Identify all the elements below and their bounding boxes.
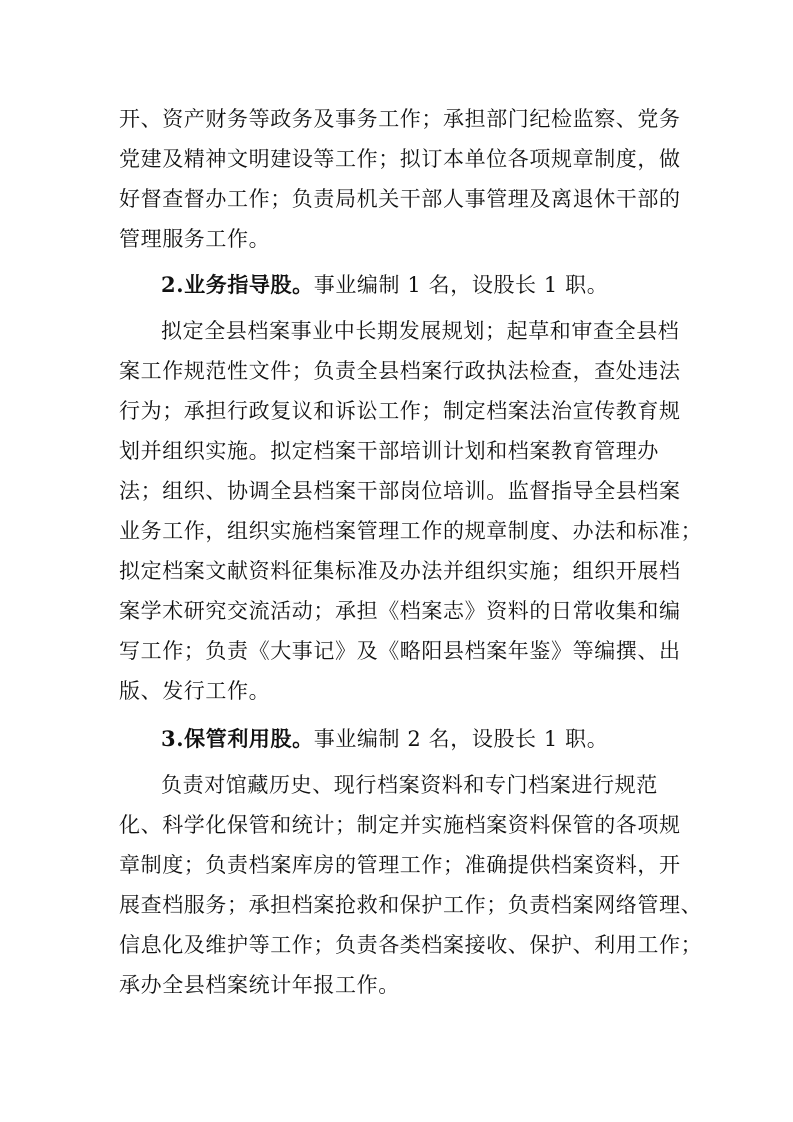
paragraph-line: 行为；承担行政复议和诉讼工作；制定档案法治宣传教育规 xyxy=(119,399,681,423)
paragraph-line: 拟定档案文献资料征集标准及办法并组织实施；组织开展档 xyxy=(119,559,681,583)
paragraph-line: 案学术研究交流活动；承担《档案志》资料的日常收集和编 xyxy=(119,599,681,623)
paragraph-line: 写工作；负责《大事记》及《略阳县档案年鉴》等编撰、出 xyxy=(119,639,681,663)
paragraph-line: 党建及精神文明建设等工作；拟订本单位各项规章制度，做 xyxy=(119,147,681,171)
paragraph-line: 版、发行工作。 xyxy=(119,679,271,703)
paragraph-line: 章制度；负责档案库房的管理工作；准确提供档案资料，开 xyxy=(119,853,681,877)
section-heading-2 xyxy=(161,270,681,300)
paragraph-line: 好督查督办工作；负责局机关干部人事管理及离退休干部的 xyxy=(119,187,681,211)
paragraph-line: 业务工作，组织实施档案管理工作的规章制度、办法和标准； xyxy=(119,519,703,543)
paragraph-line: 信息化及维护等工作；负责各类档案接收、保护、利用工作； xyxy=(119,933,703,957)
section-summary: 事业编制 1 名，设股长 1 职。 xyxy=(313,273,609,297)
paragraph-line: 法；组织、协调全县档案干部岗位培训。监督指导全县档案 xyxy=(119,479,681,503)
paragraph-line: 管理服务工作。 xyxy=(119,227,271,251)
paragraph-line: 划并组织实施。拟定档案干部培训计划和档案教育管理办 xyxy=(119,439,659,463)
section-title: 2.业务指导股。 xyxy=(161,272,314,297)
section-heading-3 xyxy=(161,724,681,754)
paragraph-line: 承办全县档案统计年报工作。 xyxy=(119,973,400,997)
paragraph-line: 拟定全县档案事业中长期发展规划；起草和审查全县档 xyxy=(161,319,680,343)
paragraph-line: 展查档服务；承担档案抢救和保护工作；负责档案网络管理、 xyxy=(119,893,703,917)
section-summary: 事业编制 2 名，设股长 1 职。 xyxy=(313,727,609,751)
paragraph-line: 开、资产财务等政务及事务工作；承担部门纪检监察、党务 xyxy=(119,107,681,131)
section-title: 3.保管利用股。 xyxy=(161,726,314,751)
paragraph-line: 化、科学化保管和统计；制定并实施档案资料保管的各项规 xyxy=(119,813,681,837)
paragraph-line: 案工作规范性文件；负责全县档案行政执法检查，查处违法 xyxy=(119,359,681,383)
paragraph-line: 负责对馆藏历史、现行档案资料和专门档案进行规范 xyxy=(161,773,658,797)
